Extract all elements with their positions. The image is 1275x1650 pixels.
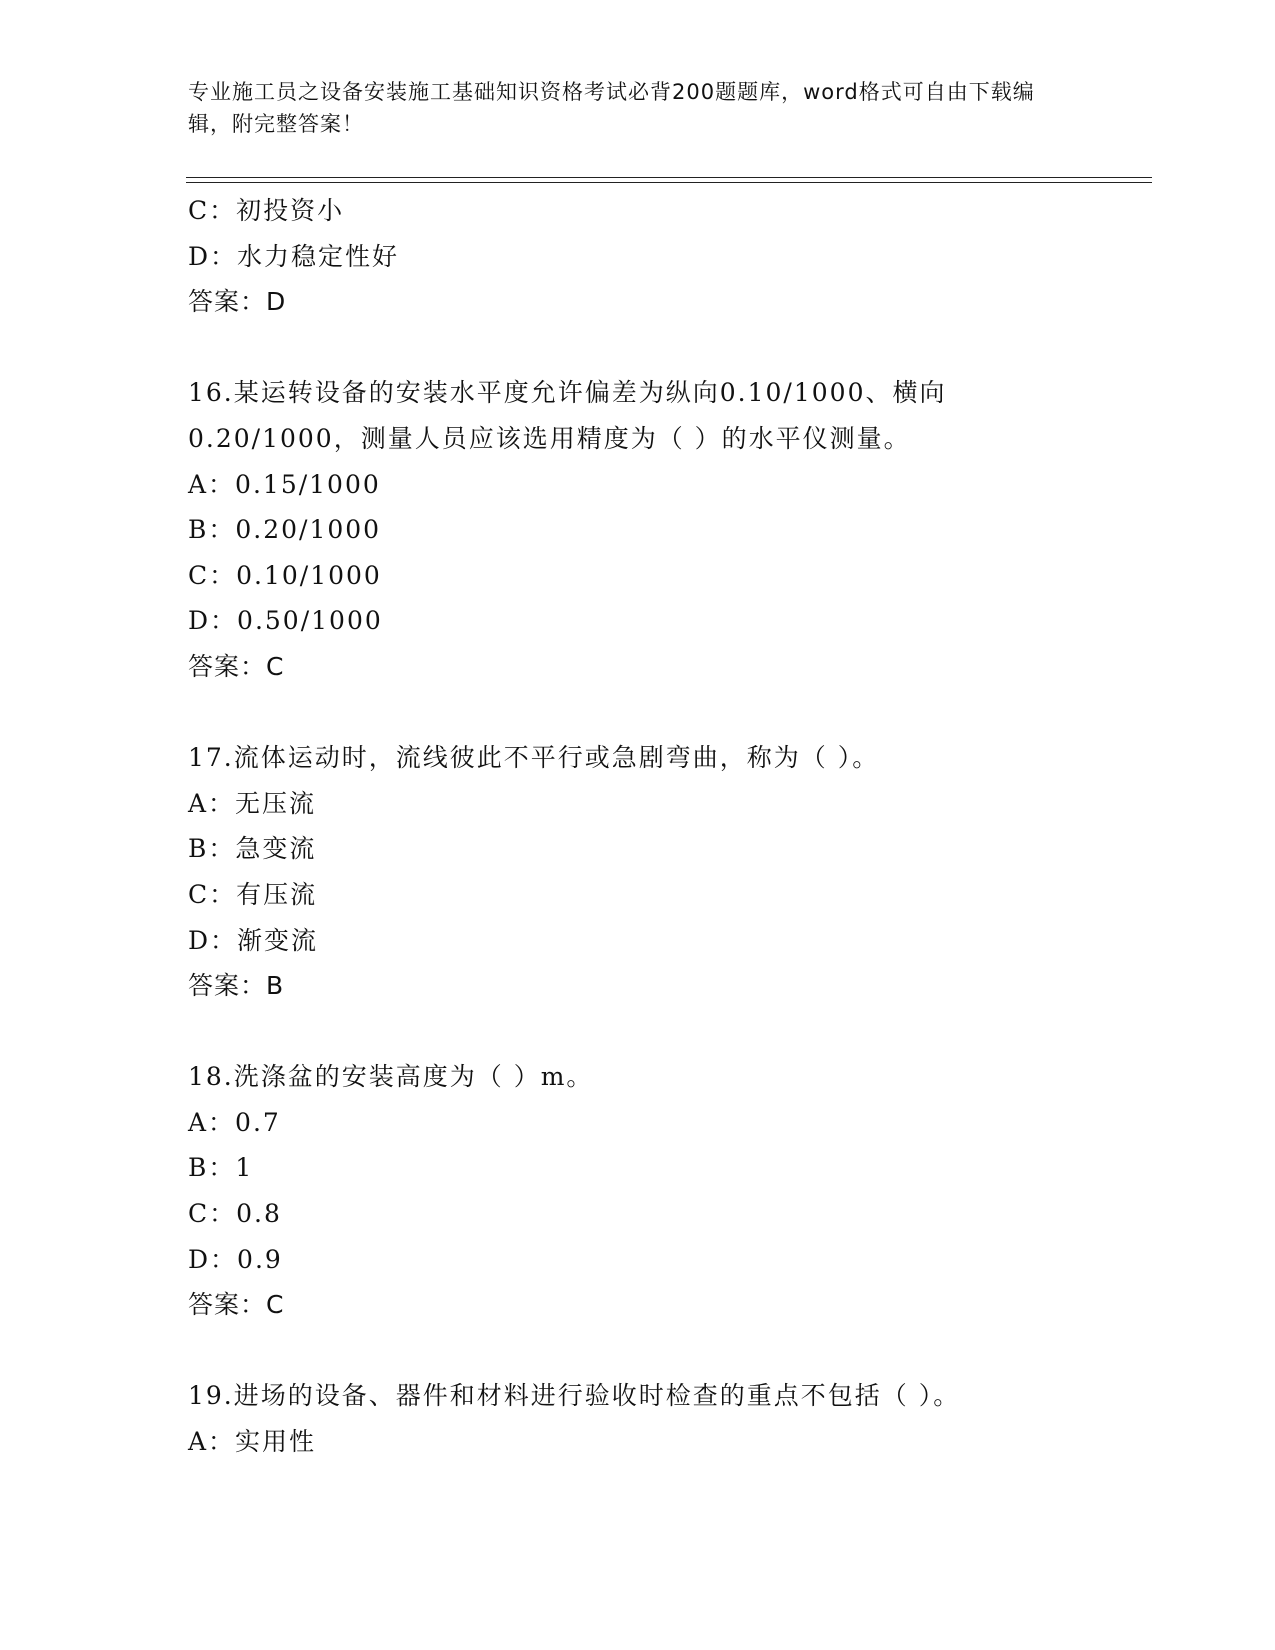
q15-answer: 答案：D <box>188 287 287 317</box>
spacer <box>188 690 1148 736</box>
header-divider-top <box>186 177 1152 178</box>
q16-stem-line-2: 0.20/1000，测量人员应该选用精度为（ ）的水平仪测量。 <box>188 423 911 453</box>
spacer <box>188 1009 1148 1055</box>
document-header: 专业施工员之设备安装施工基础知识资格考试必背200题题库，word格式可自由下载编辑，附完整答案！ <box>188 80 1035 136</box>
q19-stem: 19.进场的设备、器件和材料进行验收时检查的重点不包括（ ）。 <box>188 1381 961 1411</box>
q17-option-a: A：无压流 <box>188 788 317 818</box>
q16-option-d: D：0.50/1000 <box>188 606 383 636</box>
q15-option-d: D：水力稳定性好 <box>188 241 400 271</box>
q19-option-a: A：实用性 <box>188 1427 317 1457</box>
spacer <box>188 325 1148 371</box>
q18-option-b: B：1 <box>188 1153 254 1183</box>
spacer <box>188 1328 1148 1374</box>
q18-option-a: A：0.7 <box>188 1107 281 1137</box>
q16-stem-line-1: 16.某运转设备的安装水平度允许偏差为纵向0.10/1000、横向 <box>188 378 947 408</box>
q18-option-d: D：0.9 <box>188 1244 283 1274</box>
q18-option-c: C：0.8 <box>188 1199 282 1229</box>
q16-answer: 答案：C <box>188 651 285 681</box>
q16-option-b: B：0.20/1000 <box>188 515 382 545</box>
question-list <box>188 188 1148 1465</box>
q17-stem: 17.流体运动时，流线彼此不平行或急剧弯曲，称为（ ）。 <box>188 743 880 773</box>
q17-option-d: D：渐变流 <box>188 925 319 955</box>
q16-option-c: C：0.10/1000 <box>188 560 382 590</box>
q18-stem: 18.洗涤盆的安装高度为（ ）m。 <box>188 1062 594 1092</box>
q15-option-c: C：初投资小 <box>188 196 345 225</box>
q18-answer: 答案：C <box>188 1290 285 1320</box>
q16-option-a: A：0.15/1000 <box>188 469 381 499</box>
q17-option-c: C：有压流 <box>188 879 318 909</box>
header-divider-bottom <box>186 182 1152 183</box>
q17-answer: 答案：B <box>188 971 285 1001</box>
q17-option-b: B：急变流 <box>188 834 317 864</box>
